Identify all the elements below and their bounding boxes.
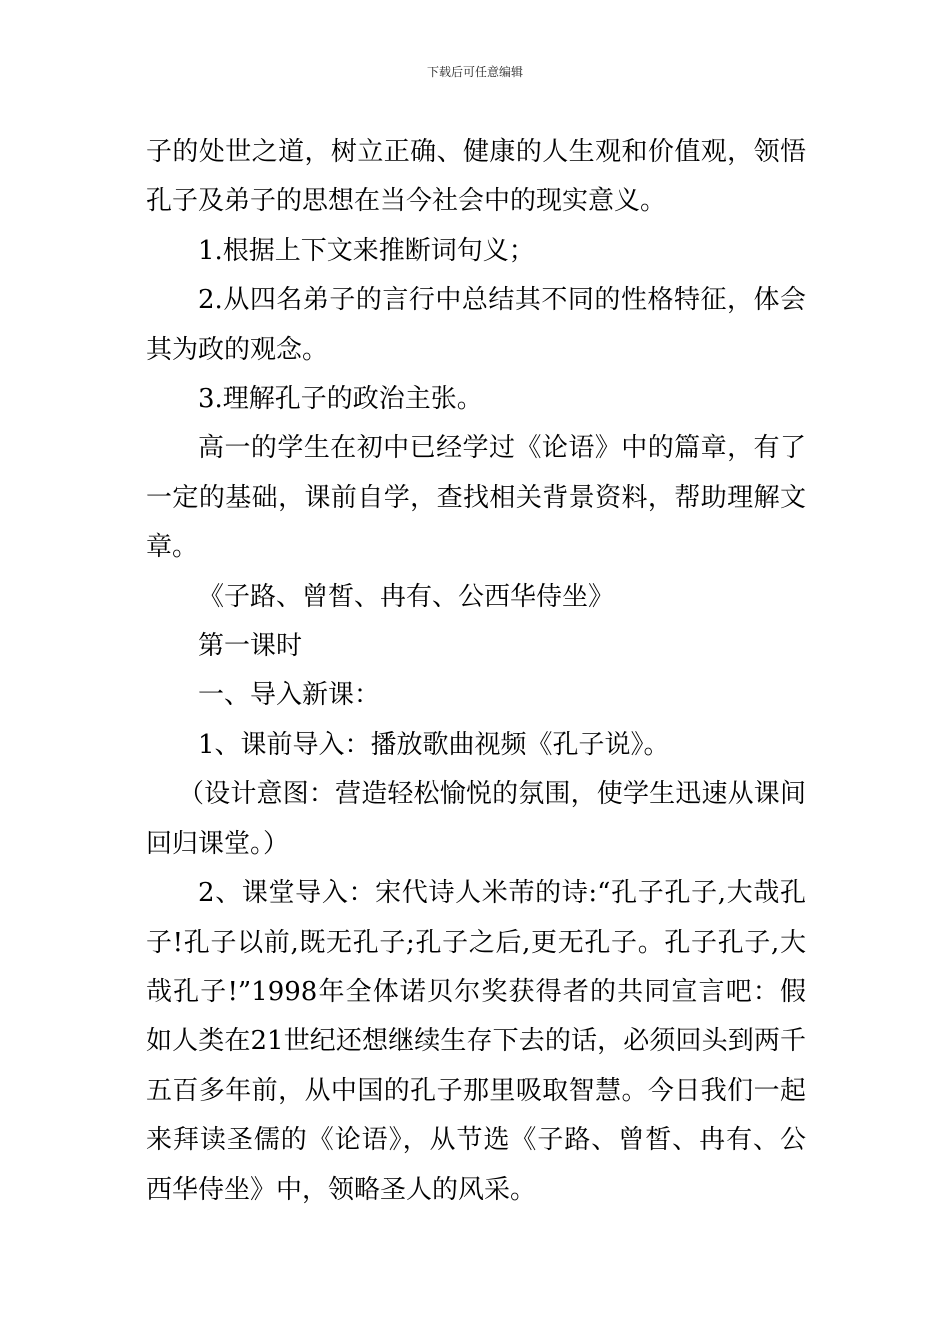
design-intent-note: （设计意图：营造轻松愉悦的氛围，使学生迅速从课间回归课堂。）: [146, 779, 806, 859]
objective-2: 2.从四名弟子的言行中总结其不同的性格特征，体会其为政的观念。: [146, 285, 806, 365]
document-body: [146, 128, 806, 1215]
lesson-title: 《子路、曾皙、冉有、公西华侍坐》: [198, 581, 615, 612]
lesson-period: 第一课时: [198, 631, 303, 662]
objective-1: 1.根据上下文来推断词句义；: [198, 235, 535, 266]
student-analysis: 高一的学生在初中已经学过《论语》中的篇章，有了一定的基础，课前自学，查找相关背景资料，帮助理解文章。: [146, 433, 806, 563]
step-pre-class: 1、课前导入：播放歌曲视频《孔子说》。: [198, 729, 670, 760]
objective-3: 3.理解孔子的政治主张。: [198, 384, 483, 415]
section-heading-intro: 一、导入新课：: [198, 680, 381, 711]
page-header: 下载后可任意编辑: [426, 65, 523, 79]
paragraph-intro-continuation: 子的处世之道，树立正确、健康的人生观和价值观，领悟孔子及弟子的思想在当今社会中的现实意义。: [146, 137, 806, 217]
step-class-intro: 2、课堂导入：宋代诗人米芾的诗:“孔子孔子,大哉孔子!孔子以前,既无孔子;孔子之后,更无孔子。孔子孔子,大哉孔子!”1998年全体诺贝尔奖获得者的共同宣言吧：假如人类在21世纪还想继续生存下去的话，必须回头到两千五百多年前，从中国的孔子那里吸取智慧。今日我们一起来拜读圣儒的《论语》，从节选《子路、曾皙、冉有、公西华侍坐》中，领略圣人的风采。: [146, 878, 806, 1205]
